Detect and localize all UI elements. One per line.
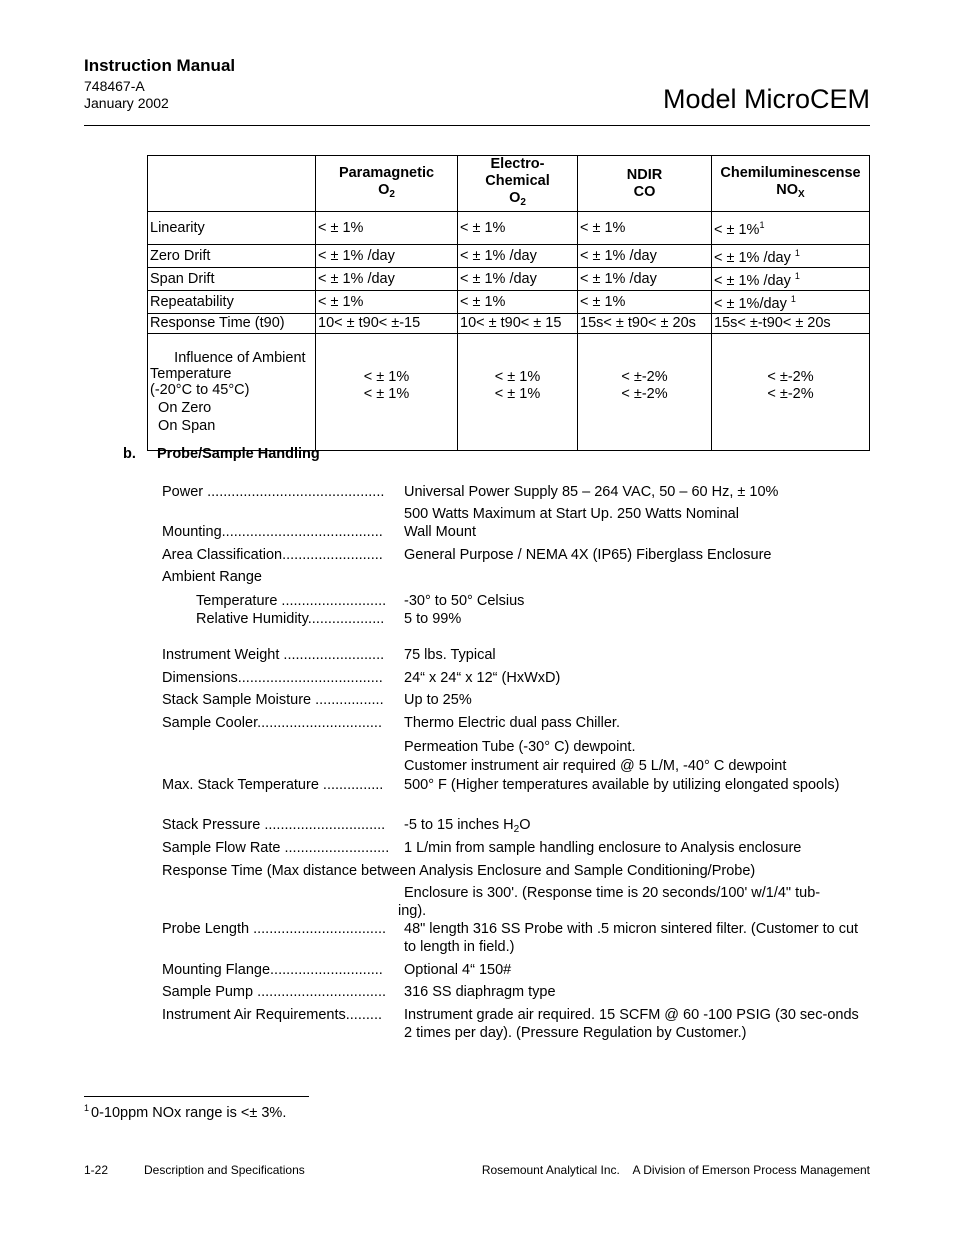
table-cell: < ± 1% /day [316,268,458,291]
section-letter: b. [123,446,136,462]
header-chemiluminescense [712,156,870,212]
on-zero-value: < ±-2% [767,369,814,385]
analyzer-spec-table [147,155,870,451]
model-name: Model MicroCEM [662,84,870,114]
row-label: Linearity [148,212,316,245]
footnote-divider [84,1096,309,1097]
spec-label-pump: Sample Pump ................................ [162,984,387,1000]
spec-value-mounting: Wall Mount [404,524,476,540]
spec-value-area: General Purpose / NEMA 4X (IP65) Fiberglass Enclosure [404,547,772,563]
footer-company: Rosemount Analytical Inc. A Division of Emerson Process Management [481,1163,870,1177]
spec-value-cooler-2: Permeation Tube (-30° C) dewpoint. [404,739,636,755]
row-label: Repeatability [148,291,316,314]
row-label: Zero Drift [148,245,316,268]
on-span-value: < ± 1% [494,386,541,402]
spec-value-pump: 316 SS diaphragm type [404,984,556,1000]
header-paramagnetic [316,156,458,212]
header-text: O [509,190,521,206]
table-row [148,245,870,268]
table-cell: < ± 1% [458,212,578,245]
spec-value-air: Instrument grade air required. 15 SCFM @ 60 -100 PSIG (30 sec-onds 2 times per day). (Pressure Regulation by Customer.) [404,1007,859,1041]
footnote-ref: 1 [794,248,800,258]
spec-label-response: Response Time (Max distance between Analysis Enclosure and Sample Conditioning/Probe) [162,863,756,879]
footer-section: Description and Specifications [144,1163,305,1177]
cell-text: < ± 1% /day [714,250,795,266]
manual-title: Instruction Manual [84,56,236,75]
table-cell: < ± 1% /day [316,245,458,268]
table-cell: < ± 1% [316,291,458,314]
table-cell: < ± 1% [458,291,578,314]
spec-value-flange: Optional 4“ 150# [404,962,512,978]
header-empty-cell [148,156,316,212]
spec-label-pressure: Stack Pressure .............................. [162,817,386,833]
spec-value-cooler-3: Customer instrument air required @ 5 L/M, -40° C dewpoint [404,758,787,774]
table-cell: < ± 1% /day [578,268,712,291]
table-cell: < ± 1% /day [458,268,578,291]
subscript: 2 [520,197,526,208]
spec-value-power-2: 500 Watts Maximum at Start Up. 250 Watts Nominal [404,506,739,522]
spec-label-power: Power ............................................ [162,484,385,500]
table-row [148,212,870,245]
header-text: NO [776,181,799,198]
spec-label-dimensions: Dimensions.................................... [162,670,383,686]
table-row-ambient [148,334,870,451]
spec-value-moisture: Up to 25% [404,692,472,708]
spec-label-probe: Probe Length ................................. [162,921,387,937]
spec-label-area: Area Classification......................... [162,547,383,563]
table-cell: < ± 1% [578,291,712,314]
spec-value-pressure [404,816,874,839]
table-cell [712,334,870,451]
cell-text: < ± 1% /day [714,273,795,289]
table-cell [712,268,870,291]
header-ndir [578,156,712,212]
header-electrochemical [458,156,578,212]
spec-label-weight: Instrument Weight ......................... [162,647,385,663]
footnote-ref: 1 [759,220,765,230]
row-label [148,334,316,451]
table-cell [712,245,870,268]
table-row [148,314,870,334]
table-cell: < ± 1% /day [458,245,578,268]
on-zero-value: < ± 1% [494,369,541,385]
spec-value-humidity: 5 to 99% [404,611,462,627]
on-span-value: < ± 1% [363,386,410,402]
spec-value-cooler: Thermo Electric dual pass Chiller. [404,715,620,731]
header-text: Electro- [490,156,545,172]
document-date: January 2002 [84,95,169,111]
table-cell [712,212,870,245]
header-text: Chemiluminescense [720,164,861,181]
section-title: Probe/Sample Handling [157,446,320,462]
value-text: -5 to 15 inches H [404,817,514,833]
table-cell: < ± 1% [578,212,712,245]
header-text: CO [633,183,656,200]
label-line: On Span [150,418,216,434]
spec-label-mounting: Mounting........................................ [162,524,383,540]
header-divider [84,125,870,126]
footnote-ref: 1 [794,271,800,281]
table-cell: 15s< ± t90< ± 20s [578,314,712,334]
spec-label-flange: Mounting Flange............................ [162,962,383,978]
header-text: Chemical [485,173,550,189]
spec-label-ambient: Ambient Range [162,569,262,585]
spec-label-temperature: Temperature .......................... [196,593,387,609]
footnote-mark: 1 [84,1103,90,1113]
spec-value-temperature: -30° to 50° Celsius [404,593,525,609]
row-label: Response Time (t90) [148,314,316,334]
spec-value-flow: 1 L/min from sample handling enclosure to Analysis enclosure [404,840,802,856]
footnote-text: 0-10ppm NOx range is <± 3%. [91,1105,287,1121]
header-text: Paramagnetic [338,164,435,181]
label-line: (-20°C to 45°C) [150,382,250,398]
document-number: 748467-A [84,78,145,94]
on-zero-value: < ±-2% [621,369,668,385]
spec-label-moisture: Stack Sample Moisture ................. [162,692,384,708]
subscript: X [798,188,805,200]
label-line: On Zero [150,400,212,416]
spec-label-cooler: Sample Cooler............................... [162,715,382,731]
table-row [148,268,870,291]
spec-value-weight: 75 lbs. Typical [404,647,496,663]
footnote [84,1103,286,1121]
footnote-ref: 1 [790,294,796,304]
spec-value-max-temp: 500° F (Higher temperatures available by utilizing elongated spools) [404,777,840,793]
header-text: NDIR [626,166,663,183]
cell-text: < ± 1% [714,222,760,238]
label-line: Temperature [150,366,232,382]
spec-value-response-2: ing). [398,903,427,919]
spec-label-flow: Sample Flow Rate .......................... [162,840,390,856]
spec-value-power: Universal Power Supply 85 – 264 VAC, 50 – 60 Hz, ± 10% [404,484,779,500]
subscript: 2 [513,824,520,835]
on-zero-value: < ± 1% [363,369,410,385]
row-label: Span Drift [148,268,316,291]
cell-text: < ± 1%/day [714,296,791,312]
table-cell [458,334,578,451]
spec-value-dimensions: 24“ x 24“ x 12“ (HxWxD) [404,670,561,686]
on-span-value: < ±-2% [767,386,814,402]
spec-label-max-temp: Max. Stack Temperature ............... [162,777,384,793]
table-cell: 10< ± t90< ±-15 [316,314,458,334]
spec-value-probe: 48" length 316 SS Probe with .5 micron sintered filter. (Customer to cut to length in field.) [404,921,859,955]
spec-value-response: Enclosure is 300'. (Response time is 20 seconds/100' w/1/4" tub- [404,885,821,901]
spec-label-humidity: Relative Humidity................... [196,611,385,627]
spec-label-air: Instrument Air Requirements......... [162,1007,382,1023]
table-row [148,291,870,314]
label-line: Influence of Ambient [174,350,306,366]
table-cell [712,291,870,314]
page-number: 1-22 [84,1163,109,1177]
table-cell [316,334,458,451]
subscript: 2 [389,188,395,200]
value-text: O [519,817,531,833]
on-span-value: < ±-2% [621,386,668,402]
table-cell: < ± 1% [316,212,458,245]
table-cell: < ± 1% /day [578,245,712,268]
table-cell [578,334,712,451]
header-text: O [378,181,390,198]
table-cell: 10< ± t90< ± 15 [458,314,578,334]
table-cell: 15s< ±-t90< ± 20s [712,314,870,334]
table-header-row [148,156,870,212]
